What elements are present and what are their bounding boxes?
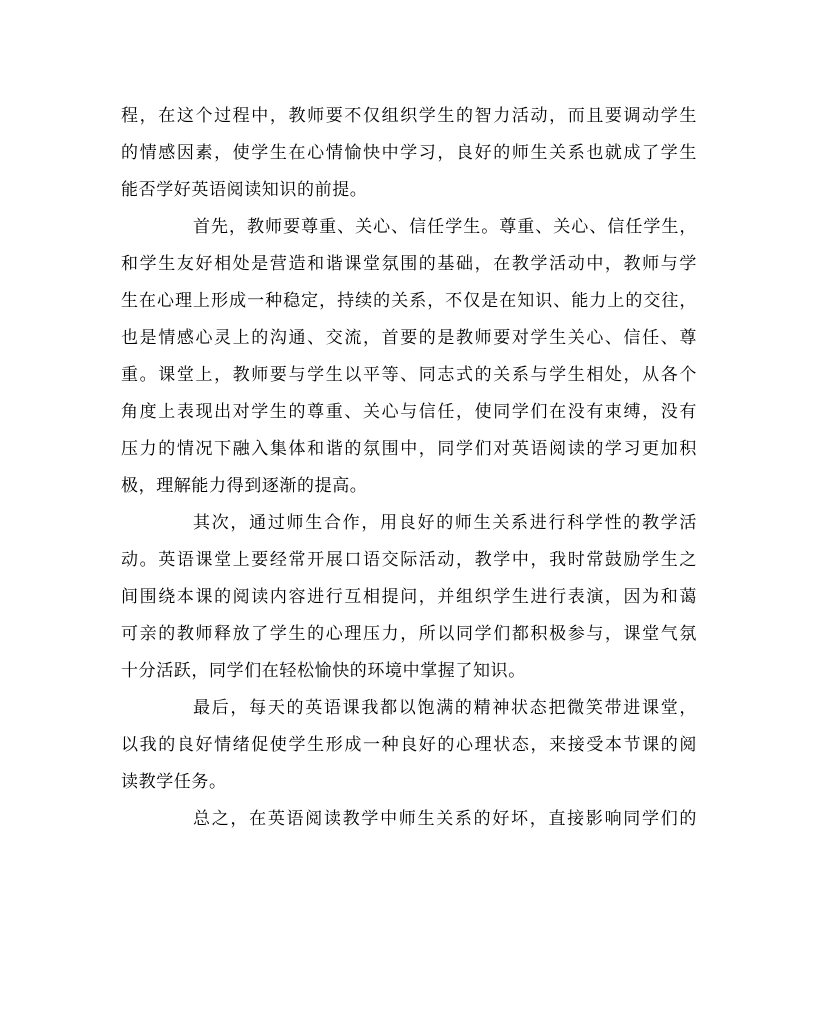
text-line: 间围绕本课的阅读内容进行互相提问，并组织学生进行表演，因为和蔼 [121,587,697,607]
text-line: 其次，通过师生合作，用良好的师生关系进行科学性的教学活 [193,513,697,533]
text-line: 能否学好英语阅读知识的前提。 [121,180,368,200]
text-line: 程，在这个过程中，教师要不仅组织学生的智力活动，而且要调动学生 [121,106,697,126]
text-line: 和学生友好相处是营造和谐课堂氛围的基础，在教学活动中，教师与学 [121,254,697,274]
text-line: 读教学任务。 [121,772,227,792]
text-line: 重。课堂上，教师要与学生以平等、同志式的关系与学生相处，从各个 [121,365,697,385]
text-line: 生在心理上形成一种稳定，持续的关系，不仅是在知识、能力上的交往， [121,291,697,311]
text-line: 动。英语课堂上要经常开展口语交际活动，教学中，我时常鼓励学生之 [121,550,697,570]
text-line: 最后，每天的英语课我都以饱满的精神状态把微笑带进课堂， [193,698,697,718]
text-line: 以我的良好情绪促使学生形成一种良好的心理状态，来接受本节课的阅 [121,735,697,755]
text-line: 总之，在英语阅读教学中师生关系的好坏，直接影响同学们的 [193,809,697,829]
text-line: 可亲的教师释放了学生的心理压力，所以同学们都积极参与，课堂气氛 [121,624,697,644]
text-line: 的情感因素，使学生在心情愉快中学习，良好的师生关系也就成了学生 [121,143,697,163]
text-line: 十分活跃，同学们在轻松愉快的环境中掌握了知识。 [121,661,526,681]
document-body [121,98,697,838]
text-line: 极，理解能力得到逐渐的提高。 [121,476,368,496]
text-line: 首先，教师要尊重、关心、信任学生。尊重、关心、信任学生， [193,217,697,237]
text-line: 角度上表现出对学生的尊重、关心与信任，使同学们在没有束缚，没有 [121,402,697,422]
text-line: 也是情感心灵上的沟通、交流，首要的是教师要对学生关心、信任、尊 [121,328,697,348]
text-line: 压力的情况下融入集体和谐的氛围中，同学们对英语阅读的学习更加积 [121,439,697,459]
